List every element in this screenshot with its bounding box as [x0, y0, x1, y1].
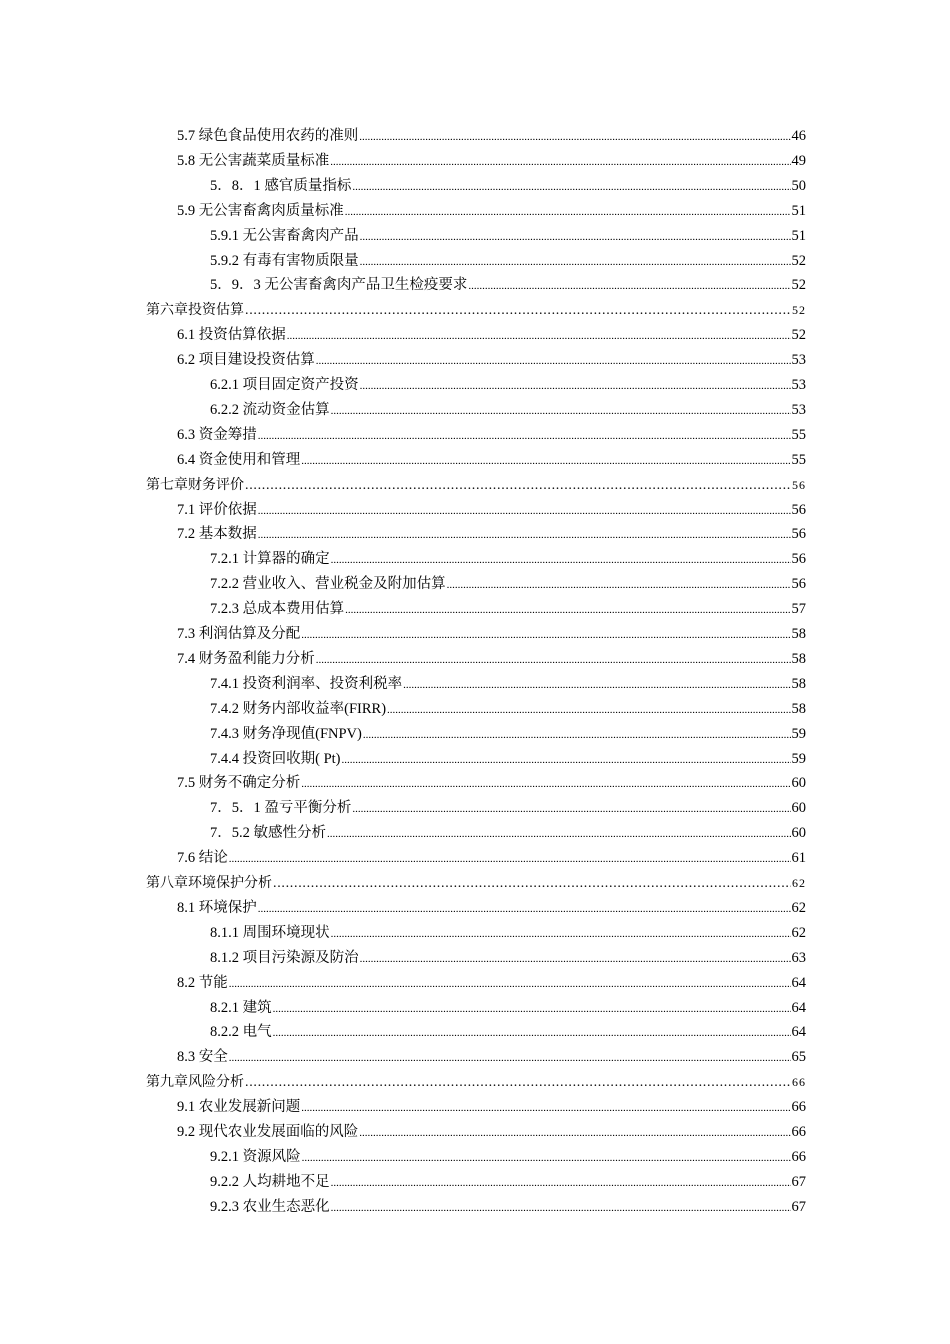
toc-entry-title: 7.4.2 财务内部收益率(FIRR): [210, 700, 387, 717]
toc-dot-leader: [363, 723, 791, 747]
toc-entry-title: 6.4 资金使用和管理: [177, 451, 301, 468]
toc-entry-title: 5.9 无公害畜禽肉质量标准: [177, 202, 344, 219]
toc-dot-leader: [330, 150, 790, 174]
toc-entry-title: 7.2 基本数据: [177, 526, 257, 543]
toc-page-number: 58: [791, 700, 806, 717]
toc-dot-leader: [258, 897, 791, 921]
toc-entry[interactable]: [177, 1095, 806, 1120]
toc-dot-leader: [258, 523, 791, 547]
toc-page-number: 63: [791, 949, 806, 966]
toc-dot-leader: [331, 1171, 791, 1195]
toc-entry[interactable]: [210, 373, 806, 398]
toc-entry[interactable]: [177, 971, 806, 996]
toc-entry-title: 5.7 绿色食品使用农药的准则: [177, 128, 359, 144]
toc-dot-leader: [245, 299, 791, 323]
toc-page-number: 67: [791, 1173, 806, 1190]
toc-entry[interactable]: [146, 473, 806, 498]
toc-entry[interactable]: [210, 747, 806, 772]
toc-dot-leader: [331, 399, 791, 423]
toc-page-number: 65: [791, 1049, 806, 1066]
toc-entry[interactable]: [210, 697, 806, 722]
toc-entry[interactable]: [177, 448, 806, 473]
toc-dot-leader: [229, 972, 791, 996]
toc-page-number: 59: [791, 725, 806, 742]
toc-dot-leader: [316, 648, 791, 672]
toc-entry-title: 8.1 环境保护: [177, 899, 257, 916]
toc-dot-leader: [327, 822, 791, 846]
toc-entry[interactable]: [210, 821, 806, 846]
toc-dot-leader: [360, 225, 791, 249]
toc-page-number: 66: [792, 1075, 806, 1090]
toc-entry-title: 8.2.1 建筑: [210, 999, 272, 1016]
toc-dot-leader: [352, 175, 790, 199]
toc-dot-leader: [302, 1146, 791, 1170]
toc-page-number: 52: [791, 277, 806, 294]
toc-entry-title: 第七章财务评价: [146, 477, 244, 493]
toc-page-number: 55: [791, 426, 806, 443]
toc-dot-leader: [342, 748, 791, 772]
toc-entry[interactable]: [210, 996, 806, 1021]
toc-page-number: 60: [791, 825, 806, 842]
toc-dot-leader: [301, 449, 790, 473]
toc-page-number: 51: [791, 202, 806, 219]
toc-entry[interactable]: [177, 149, 806, 174]
toc-entry[interactable]: [177, 522, 806, 547]
toc-entry[interactable]: [210, 946, 806, 971]
toc-entry[interactable]: [177, 323, 806, 348]
toc-dot-leader: [287, 324, 791, 348]
toc-entry[interactable]: [210, 572, 806, 597]
toc-entry[interactable]: [177, 622, 806, 647]
toc-entry-title: 7.6 结论: [177, 850, 228, 867]
toc-page-number: 58: [791, 675, 806, 692]
toc-dot-leader: [316, 349, 791, 373]
toc-entry-title: 7.4.1 投资利润率、投资利税率: [210, 675, 403, 692]
toc-entry-title: 6.1 投资估算依据: [177, 327, 286, 344]
toc-page-number: 62: [791, 924, 806, 941]
toc-entry[interactable]: [177, 423, 806, 448]
toc-page-number: 56: [792, 477, 806, 492]
toc-dot-leader: [359, 125, 790, 149]
toc-dot-leader: [331, 1196, 791, 1220]
toc-page-number: 60: [791, 775, 806, 792]
toc-entry-title: 7.2.2 营业收入、营业税金及附加估算: [210, 576, 446, 593]
toc-dot-leader: [258, 499, 791, 523]
toc-entry[interactable]: [210, 1145, 806, 1170]
toc-entry[interactable]: [177, 647, 806, 672]
toc-entry-title: 7.4.4 投资回收期( Pt): [210, 750, 341, 767]
toc-dot-leader: [301, 623, 790, 647]
toc-entry-title: 6.2 项目建设投资估算: [177, 352, 315, 369]
toc-dot-leader: [468, 274, 790, 298]
toc-page-number: 60: [791, 800, 806, 817]
toc-entry[interactable]: [177, 124, 806, 149]
toc-dot-leader: [345, 598, 790, 622]
toc-entry[interactable]: [210, 398, 806, 423]
toc-page-number: 67: [791, 1198, 806, 1215]
toc-page-number: 66: [791, 1124, 806, 1140]
toc-entry[interactable]: [210, 1020, 806, 1045]
toc-page-number: 50: [791, 177, 806, 194]
toc-entry[interactable]: [177, 896, 806, 921]
toc-dot-leader: [352, 797, 790, 821]
toc-page-number: 57: [791, 601, 806, 618]
toc-dot-leader: [387, 698, 790, 722]
toc-entry-title: 7.2.1 计算器的确定: [210, 551, 330, 568]
toc-entry-title: 7.4.3 财务净现值(FNPV): [210, 725, 362, 742]
toc-page-number: 62: [791, 899, 806, 916]
toc-page-number: 64: [791, 1024, 806, 1041]
toc-entry[interactable]: [177, 1045, 806, 1070]
toc-entry[interactable]: [210, 722, 806, 747]
toc-entry[interactable]: [146, 1070, 806, 1095]
toc-page-number: 62: [792, 876, 806, 890]
toc-entry-title: 6.2.1 项目固定资产投资: [210, 377, 359, 393]
toc-entry-title: 7.3 利润估算及分配: [177, 626, 301, 642]
toc-page-number: 51: [791, 227, 806, 244]
toc-dot-leader: [245, 474, 791, 498]
toc-entry-title: 7.5 财务不确定分析: [177, 775, 301, 792]
toc-dot-leader: [258, 424, 791, 448]
toc-dot-leader: [229, 1046, 791, 1070]
toc-entry-title: 7.1 评价依据: [177, 501, 257, 518]
toc-entry-title: 9.2.3 农业生态恶化: [210, 1198, 330, 1215]
toc-entry-title: 6.2.2 流动资金估算: [210, 401, 330, 418]
toc-page-number: 61: [791, 850, 806, 867]
toc-page-number: 59: [791, 750, 806, 767]
toc-entry-title: 8.1.1 周围环境现状: [210, 924, 330, 941]
toc-entry[interactable]: [177, 348, 806, 373]
toc-dot-leader: [273, 1021, 791, 1045]
toc-entry[interactable]: [177, 498, 806, 523]
toc-page-number: 56: [791, 526, 806, 543]
toc-dot-leader: [245, 1071, 791, 1095]
toc-page-number: 64: [791, 974, 806, 991]
toc-entry[interactable]: [177, 1120, 806, 1145]
toc-entry-title: 5.9.1 无公害畜禽肉产品: [210, 227, 359, 244]
toc-entry-title: 5．8．1 感官质量指标: [210, 177, 352, 194]
toc-dot-leader: [360, 250, 791, 274]
toc-entry[interactable]: [210, 273, 806, 298]
toc-entry-title: 5.8 无公害蔬菜质量标准: [177, 152, 330, 169]
toc-entry[interactable]: [210, 547, 806, 572]
toc-entry[interactable]: [210, 796, 806, 821]
toc-entry[interactable]: [210, 1195, 806, 1220]
toc-page-number: 66: [791, 1099, 806, 1116]
toc-entry-title: 9.2 现代农业发展面临的风险: [177, 1124, 359, 1140]
toc-entry[interactable]: [210, 1170, 806, 1195]
toc-entry-title: 8.2.2 电气: [210, 1024, 272, 1041]
toc-entry-title: 8.3 安全: [177, 1049, 228, 1066]
toc-entry[interactable]: [146, 298, 806, 323]
toc-entry[interactable]: [210, 672, 806, 697]
toc-page-number: 52: [792, 303, 806, 318]
toc-entry-title: 9.1 农业发展新问题: [177, 1099, 301, 1116]
toc-entry-title: 8.2 节能: [177, 974, 228, 991]
toc-entry-title: 5.9.2 有毒有害物质限量: [210, 252, 359, 269]
toc-entry-title: 6.3 资金筹措: [177, 426, 257, 443]
toc-page-number: 56: [791, 576, 806, 593]
toc-page-number: 56: [791, 501, 806, 518]
toc-entry[interactable]: [210, 597, 806, 622]
toc-dot-leader: [301, 1096, 790, 1120]
toc-dot-leader: [345, 200, 791, 224]
toc-entry-title: 7．5.2 敏感性分析: [210, 825, 326, 842]
toc-dot-leader: [331, 548, 791, 572]
toc-entry[interactable]: [210, 224, 806, 249]
toc-page-number: 64: [791, 999, 806, 1016]
toc-page-number: 53: [791, 377, 806, 393]
toc-page-number: 58: [791, 626, 806, 642]
toc-entry-title: 9.2.2 人均耕地不足: [210, 1173, 330, 1190]
toc-dot-leader: [403, 673, 790, 697]
toc-entry[interactable]: [146, 871, 806, 896]
toc-entry[interactable]: [210, 921, 806, 946]
toc-entry-title: 7．5．1 盈亏平衡分析: [210, 800, 352, 817]
toc-dot-leader: [273, 997, 791, 1021]
toc-dot-leader: [229, 847, 791, 871]
toc-entry-title: 9.2.1 资源风险: [210, 1148, 301, 1165]
toc-page-number: 52: [791, 327, 806, 344]
toc-page-number: 55: [791, 451, 806, 468]
toc-entry-title: 第九章风险分析: [146, 1075, 244, 1091]
toc-page-number: 58: [791, 650, 806, 667]
toc-page-number: 56: [791, 551, 806, 568]
toc-page-number: 53: [791, 352, 806, 369]
toc-entry-title: 8.1.2 项目污染源及防治: [210, 949, 359, 966]
toc-page-number: 66: [791, 1148, 806, 1165]
toc-page-number: 49: [791, 152, 806, 169]
toc-dot-leader: [447, 573, 791, 597]
toc-dot-leader: [359, 1121, 790, 1145]
toc-entry-title: 7.2.3 总成本费用估算: [210, 601, 345, 618]
toc-dot-leader: [331, 922, 791, 946]
toc-dot-leader: [301, 772, 790, 796]
toc-page-number: 52: [791, 252, 806, 269]
toc-entry[interactable]: [210, 174, 806, 199]
toc-entry[interactable]: [177, 771, 806, 796]
toc-entry-title: 5．9．3 无公害畜禽肉产品卫生检疫要求: [210, 277, 468, 294]
toc-page-number: 46: [791, 128, 806, 144]
toc-dot-leader: [273, 872, 791, 896]
toc-entry-title: 第六章投资估算: [146, 303, 244, 319]
toc-dot-leader: [360, 947, 791, 971]
toc-entry[interactable]: [177, 846, 806, 871]
toc-entry[interactable]: [210, 249, 806, 274]
toc-entry-title: 7.4 财务盈利能力分析: [177, 650, 315, 667]
toc-page-number: 53: [791, 401, 806, 418]
toc-entry-title: 第八章环境保护分析: [146, 876, 272, 891]
toc-dot-leader: [360, 374, 791, 398]
toc-entry[interactable]: [177, 199, 806, 224]
